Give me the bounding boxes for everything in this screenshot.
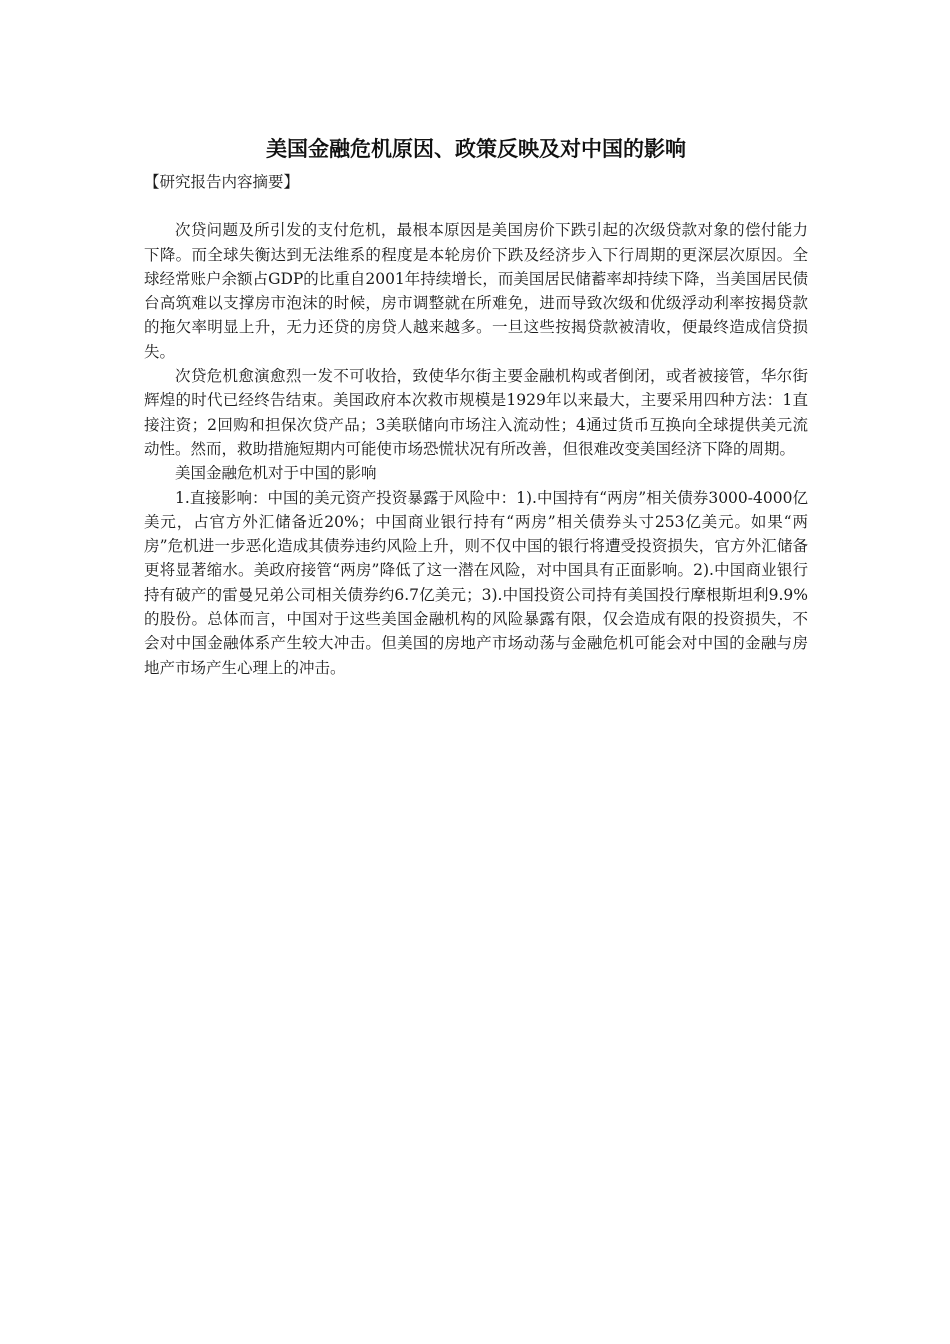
- document-body: [144, 134, 808, 680]
- paragraph-direct-impact: 1.直接影响：中国的美元资产投资暴露于风险中：1).中国持有“两房”相关债券3000-4000亿美元，占官方外汇储备近20%；中国商业银行持有“两房”相关债券头寸253亿美元。如果“两房”危机进一步恶化造成其债券违约风险上升，则不仅中国的银行将遭受投资损失，官方外汇储备更将显著缩水。美政府接管“两房”降低了这一潜在风险，对中国具有正面影响。2).中国商业银行持有破产的雷曼兄弟公司相关债券约6.7亿美元；3).中国投资公司持有美国投行摩根斯坦利9.9%的股份。总体而言，中国对于这些美国金融机构的风险暴露有限，仅会造成有限的投资损失，不会对中国金融体系产生较大冲击。但美国的房地产市场动荡与金融危机可能会对中国的金融与房地产市场产生心理上的冲击。: [144, 488, 808, 677]
- paragraph-rescue-policy: 次贷危机愈演愈烈一发不可收拾，致使华尔街主要金融机构或者倒闭，或者被接管，华尔街辉煌的时代已经终告结束。美国政府本次救市规模是1929年以来最大，主要采用四种方法：1直接注资；2回购和担保次贷产品；3美联储向市场注入流动性；4通过货币互换向全球提供美元流动性。然而，救助措施短期内可能使市场恐慌状况有所改善，但很难改变美国经济下降的周期。: [144, 367, 808, 458]
- abstract-label: 【研究报告内容摘要】: [144, 173, 300, 191]
- document-title: 美国金融危机原因、政策反映及对中国的影响: [266, 137, 686, 161]
- paragraph-subprime-cause: 次贷问题及所引发的支付危机，最根本原因是美国房价下跌引起的次级贷款对象的偿付能力下降。而全球失衡达到无法维系的程度是本轮房价下跌及经济步入下行周期的更深层次原因。全球经常账户余额占GDP的比重自2001年持续增长，而美国居民储蓄率却持续下降，当美国居民债台高筑难以支撑房市泡沫的时候，房市调整就在所难免，进而导致次级和优级浮动利率按揭贷款的拖欠率明显上升，无力还贷的房贷人越来越多。一旦这些按揭贷款被清收，便最终造成信贷损失。: [144, 221, 808, 361]
- section-heading-impact-on-china: 美国金融危机对于中国的影响: [175, 464, 377, 483]
